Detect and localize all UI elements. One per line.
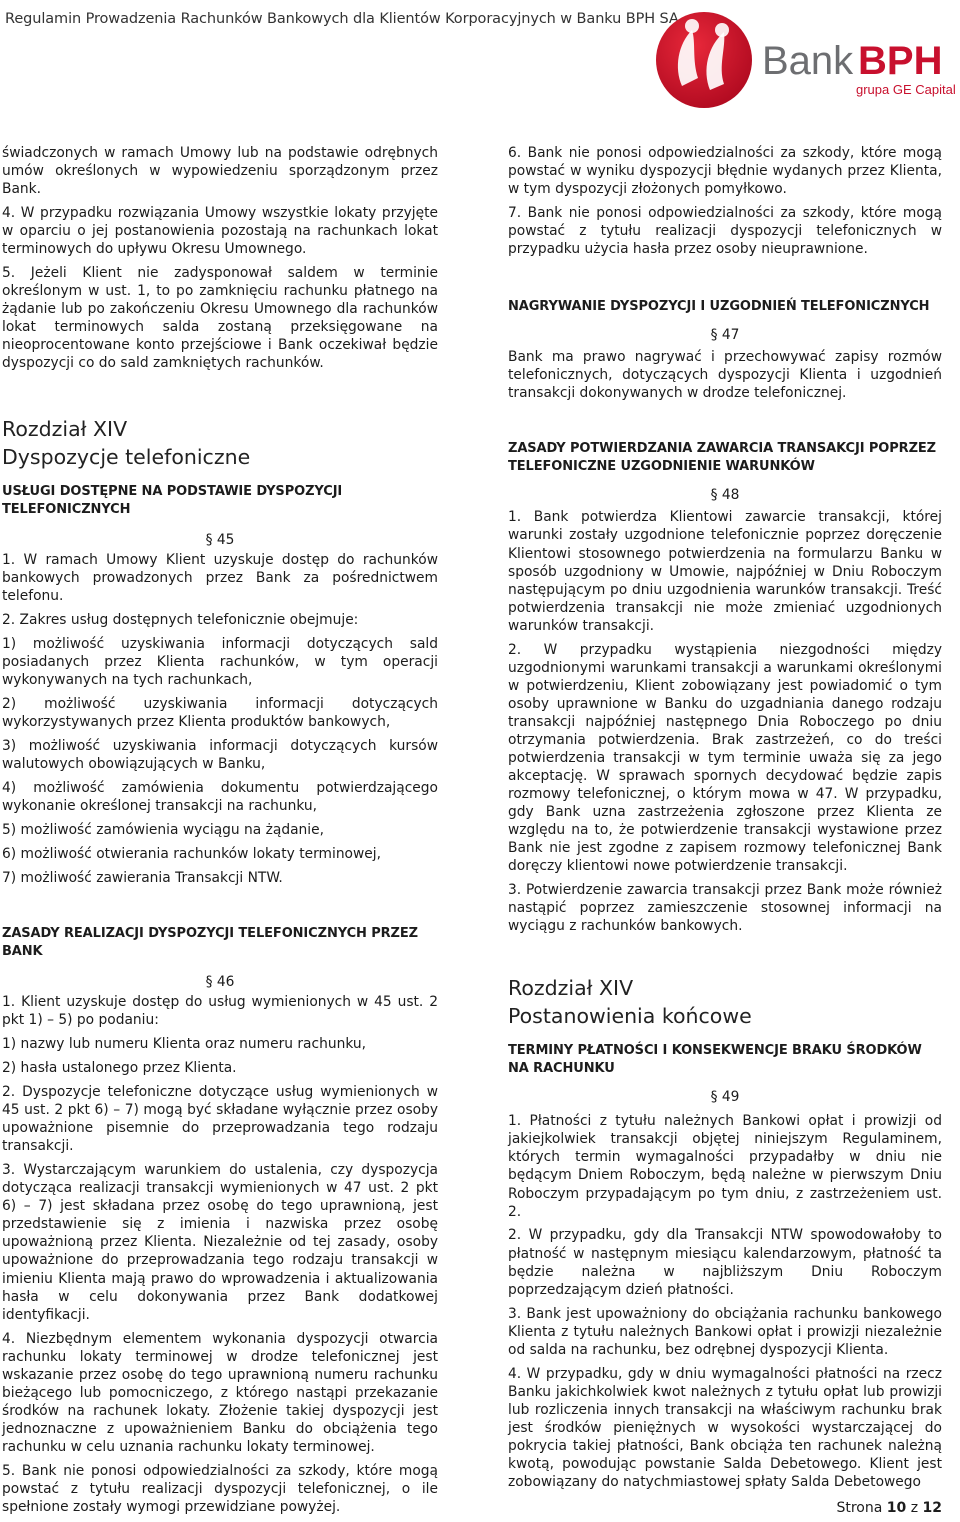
page-number-label: Strona bbox=[836, 1500, 883, 1516]
document-header-title: Regulamin Prowadzenia Rachunków Bankowych dla Klientów Korporacyjnych w Banku BPH SA bbox=[5, 11, 679, 27]
logo-emblem bbox=[656, 12, 752, 108]
paragraph-number-value: 46 bbox=[216, 974, 235, 991]
section-heading: NAGRYWANIE DYSPOZYCJI I UZGODNIEŃ TELEFONICZNYCH bbox=[508, 299, 930, 315]
paragraph: 2. Dyspozycje telefoniczne dotyczące usług wymienionych w 45 ust. 2 pkt 6) – 7) mogą być składane wyłącznie przez osoby upoważnione pisemnie do przeprowadzania tego rodzaju transakcji. bbox=[2, 1084, 438, 1155]
paragraph: 5. Bank nie ponosi odpowiedzialności za szkody, które mogą powstać z tytułu realizacji dyspozycji telefonicznej, o ile spełnione zostały wymogi przewidziane powyżej. bbox=[2, 1462, 438, 1515]
paragraph-number-value: 49 bbox=[721, 1089, 740, 1106]
paragraph-number-value: 45 bbox=[216, 532, 235, 549]
section-heading: TERMINY PŁATNOŚCI I KONSEKWENCJE BRAKU ŚRODKÓW NA RACHUNKU bbox=[508, 1043, 922, 1077]
paragraph: 2. W przypadku wystąpienia niezgodności między uzgodnionymi warunkami transakcji a warunkami określonymi w potwierdzeniu, Klient zobowiązany jest powiadomić o tym osoby uprawnione w Banku do uzgadniania danego rodzaju transakcji najpóźniej następnego Dnia Roboczego po dniu otrzymania potwierdzenia. Brak zastrzeżeń, co do treści potwierdzenia transakcji w tym terminie uważa się za jego akceptację. W sprawach spornych decydować będzie zapis rozmowy telefonicznej, o którym mowa w 47. W przypadku, gdy Bank uzna zastrzeżenia zgłoszone przez Klienta ze względu na to, że potwierdzenie transakcji wystawione przez Bank nie jest zgodne z zapisem rozmowy telefonicznej Bank doręczy klientowi nowe potwierdzenie transakcji. bbox=[508, 641, 942, 875]
chapter-title: Dyspozycje telefoniczne bbox=[2, 445, 251, 470]
list-item: 2) możliwość uzyskiwania informacji dotyczących wykorzystywanych przez Klienta produktów bankowych, bbox=[2, 696, 438, 731]
bank-bph-logo bbox=[652, 8, 957, 108]
paragraph-number: § 48 bbox=[710, 487, 740, 504]
paragraph: 1. W ramach Umowy Klient uzyskuje dostęp do rachunków bankowych prowadzonych przez Bank za pośrednictwem telefonu. bbox=[2, 552, 438, 605]
paragraph: 3. Wystarczającym warunkiem do ustalenia, czy dyspozycja dotycząca realizacji transakcji wymienionych w 47 ust. 2 pkt 6) – 7) jest składana przez osobę do tego uprawnioną, jest przedstawienie się z imienia i nazwiska przez osobę upoważnioną przez Klienta. Niezależnie od tej zasady, osoby upoważnione do przeprowadzania tego rodzaju transakcji w imieniu Klienta mają prawo do wprowadzenia i aktualizowania hasła w celu dokonywania przez Bank dodatkowej identyfikacji. bbox=[2, 1162, 438, 1323]
section-heading: ZASADY REALIZACJI DYSPOZYCJI TELEFONICZNYCH PRZEZ BANK bbox=[2, 926, 418, 960]
paragraph: 1. Klient uzyskuje dostęp do usług wymienionych w 45 ust. 2 pkt 1) – 5) po podaniu: bbox=[2, 994, 438, 1029]
logo-text-bph: BPH bbox=[858, 39, 943, 83]
chapter-title: Postanowienia końcowe bbox=[508, 1004, 752, 1029]
logo-tagline: grupa GE Capital bbox=[856, 82, 956, 97]
paragraph: 1. Bank potwierdza Klientowi zawarcie transakcji, której warunki zostały uzgodnione telefonicznie poprzez doręczenie Klientowi stosownego potwierdzenia na formularzu Banku w sposób uzgodniony w Umowie, najpóźniej w Dniu Roboczym następującym po dniu uzgodnienia warunków transakcji. Treść potwierdzenia transakcji nie może zmieniać uzgodnionych warunków transakcji. bbox=[508, 509, 942, 634]
page-number-sep: z bbox=[910, 1500, 919, 1516]
paragraph: 7. Bank nie ponosi odpowiedzialności za szkody, które mogą powstać z tytułu realizacji dyspozycji telefonicznych w przypadku użycia hasła przez osoby nieuprawnione. bbox=[508, 205, 942, 258]
chapter-number: Rozdział XIV bbox=[508, 976, 634, 1001]
paragraph: 6. Bank nie ponosi odpowiedzialności za szkody, które mogą powstać w wyniku dyspozycji błędnie wydanych przez Klienta, w tym dyspozycji złożonych pomyłkowo. bbox=[508, 145, 942, 198]
page-number-current: 10 bbox=[886, 1500, 907, 1516]
paragraph: 4. Niezbędnym elementem wykonania dyspozycji otwarcia rachunku lokaty terminowej w drodze telefonicznej jest wskazanie przez osobę do tego uprawnioną numeru rachunku bieżącego lub pomocniczego, z którego nastąpi przekazanie środków na rachunek lokaty. Złożenie takiej dyspozycji jest jednoznaczne z upoważnieniem Banku do obciążenia tego rachunku w celu uznania rachunku lokaty terminowej. bbox=[2, 1330, 438, 1455]
paragraph-number: § 46 bbox=[205, 974, 235, 991]
list-item: 5) możliwość zamówienia wyciągu na żądanie, bbox=[2, 822, 324, 839]
section-heading: ZASADY POTWIERDZANIA ZAWARCIA TRANSAKCJI POPRZEZ TELEFONICZNE UZGODNIENIE WARUNKÓW bbox=[508, 441, 937, 475]
right-column bbox=[508, 144, 942, 1497]
list-item: 7) możliwość zawierania Transakcji NTW. bbox=[2, 870, 283, 887]
paragraph: 5. Jeżeli Klient nie zadysponował saldem w terminie określonym w ust. 1, to po zamknięciu rachunku płatnego na żądanie lub po zakończeniu Okresu Umownego dla rachunków lokat terminowych salda zostaną przeksięgowane na nieoprocentowane konto przejściowe i Bank oczekiwał będzie dyspozycji co do sald zamkniętych rachunków. bbox=[2, 265, 438, 372]
paragraph: 3. Potwierdzenie zawarcia transakcji przez Bank może również nastąpić poprzez zamieszczenie stosownej informacji na wyciągu z rachunków bankowych. bbox=[508, 882, 942, 935]
list-item: 4) możliwość zamówienia dokumentu potwierdzającego wykonanie określonej transakcji na rachunku, bbox=[2, 780, 438, 815]
list-item: 6) możliwość otwierania rachunków lokaty terminowej, bbox=[2, 846, 381, 863]
paragraph: 2. W przypadku, gdy dla Transakcji NTW spowodowałoby to płatność w następnym miesiącu kalendarzowym, płatność ta będzie należna w najbliższym Dniu Roboczym poprzedzającym dzień płatności. bbox=[508, 1227, 942, 1298]
paragraph: 4. W przypadku rozwiązania Umowy wszystkie lokaty przyjęte w oparciu o jej postanowienia pozostają na rachunkach lokat terminowych do upływu Okresu Umownego. bbox=[2, 205, 438, 258]
page-number bbox=[836, 1500, 942, 1516]
paragraph-number: § 49 bbox=[710, 1089, 740, 1106]
list-item: 3) możliwość uzyskiwania informacji dotyczących kursów walutowych obowiązujących w Banku, bbox=[2, 738, 438, 773]
paragraph-number: § 45 bbox=[205, 532, 235, 549]
paragraph: 3. Bank jest upoważniony do obciążania rachunku bankowego Klienta z tytułu należnych Bankowi opłat i prowizji niezależnie od salda na rachunku, bez odrębnej dyspozycji Klienta. bbox=[508, 1305, 942, 1358]
paragraph: 2. Zakres usług dostępnych telefonicznie obejmuje: bbox=[2, 612, 359, 629]
paragraph: świadczonych w ramach Umowy lub na podstawie odrębnych umów określonych w wypowiedzeniu sporządzonym przez Bank. bbox=[2, 145, 438, 198]
logo-text: Bank bbox=[762, 39, 854, 83]
left-column bbox=[2, 144, 438, 1522]
section-heading: USŁUGI DOSTĘPNE NA PODSTAWIE DYSPOZYCJI TELEFONICZNYCH bbox=[2, 484, 343, 518]
list-item: 2) hasła ustalonego przez Klienta. bbox=[2, 1060, 237, 1077]
paragraph-number-value: 48 bbox=[721, 487, 740, 504]
paragraph: 1. Płatności z tytułu należnych Bankowi opłat i prowizji od jakiejkolwiek transakcji objętej niniejszym Regulaminem, których termin wymagalności przypadałby w dniu nie będącym Dniem Roboczym, będą należne w pierwszym Dniu Roboczym przypadającym po tym dniu, z zastrzeżeniem ust. 2. bbox=[508, 1113, 942, 1220]
paragraph: 4. W przypadku, gdy w dniu wymagalności płatności na rzecz Banku jakichkolwiek kwot należnych z tytułu opłat lub prowizji lub rozliczenia innych transakcji na właściwym rachunku brak jest środków pieniężnych w wysokości wystarczającej do pokrycia takiej płatności, Bank obciąża ten rachunek należną kwotą, powodując powstanie Salda Debetowego. Klient jest zobowiązany do natychmiastowej spłaty Salda Debetowego bbox=[508, 1365, 942, 1490]
paragraph-number: § 47 bbox=[710, 327, 740, 344]
chapter-number: Rozdział XIV bbox=[2, 417, 128, 442]
page-number-total: 12 bbox=[922, 1500, 942, 1516]
list-item: 1) możliwość uzyskiwania informacji dotyczących sald posiadanych przez Klienta rachunków, w tym operacji wykonywanych na tych rachunkach, bbox=[2, 636, 438, 689]
paragraph-number-value: 47 bbox=[721, 327, 740, 344]
paragraph: Bank ma prawo nagrywać i przechowywać zapisy rozmów telefonicznych, dotyczących dyspozycji Klienta i uzgodnień transakcji dokonywanych w drodze telefonicznej. bbox=[508, 349, 942, 402]
list-item: 1) nazwy lub numeru Klienta oraz numeru rachunku, bbox=[2, 1036, 367, 1053]
